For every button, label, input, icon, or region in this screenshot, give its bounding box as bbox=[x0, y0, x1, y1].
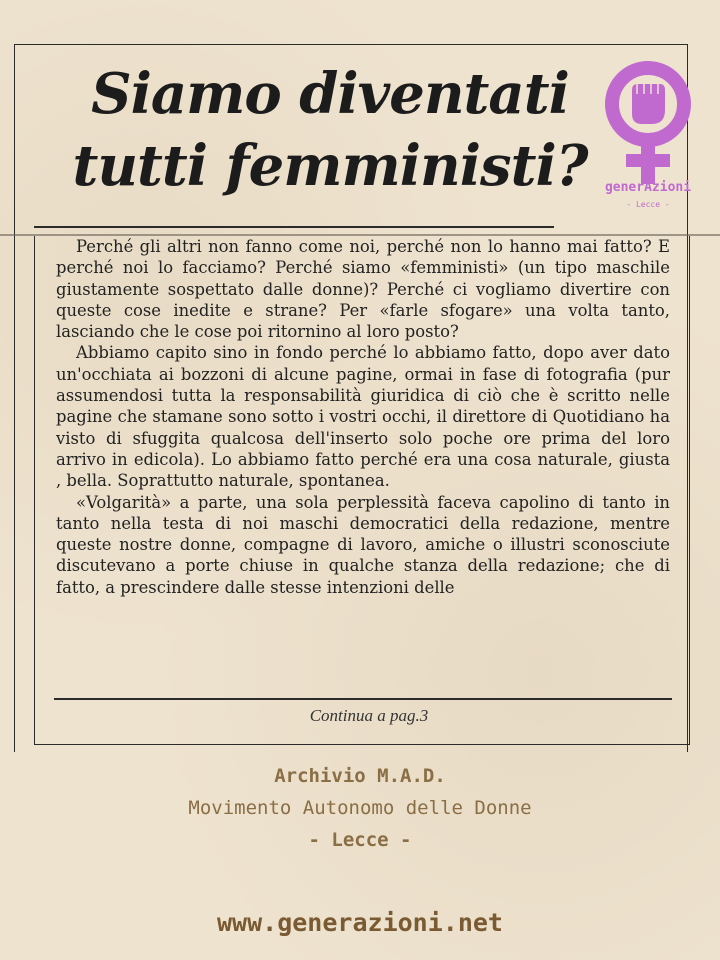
paragraph-1: Perché gli altri non fanno come noi, perché non lo hanno mai fatto? E perché noi lo facciamo? Perché siamo «femministi» (un tipo maschile giustamente sospettato dalle donne)? Perché ci vogliamo divertire con queste cose inedite e strane? Per «farle sfogare» una volta tanto, lasciando che le cose poi ritornino al loro posto? bbox=[56, 237, 670, 342]
title-line-1: Siamo diventati bbox=[91, 61, 569, 127]
continued-note: Continua a pag.3 bbox=[309, 706, 429, 725]
title-divider bbox=[34, 226, 554, 228]
archive-caption bbox=[0, 760, 720, 856]
logo-subtitle: - Lecce - bbox=[626, 200, 670, 209]
logo-name: generAzioni bbox=[604, 180, 692, 195]
article-title bbox=[60, 58, 600, 202]
archive-line-1: Archivio M.A.D. bbox=[274, 765, 446, 787]
archive-line-2: Movimento Autonomo delle Donne bbox=[188, 797, 532, 819]
paragraph-3: «Volgarità» a parte, una sola perplessità faceva capolino di tanto in tanto nella testa di noi maschi democratici della redazione, mentre queste nostre donne, compagne di lavoro, amiche o illustri sconosciute discutevano a porte chiuse in qualche stanza della redazione; che di fatto, a prescindere dalle stesse intenzioni delle bbox=[56, 492, 670, 597]
article-body bbox=[56, 236, 670, 598]
website-link[interactable]: www.generazioni.net bbox=[217, 908, 503, 937]
footer-divider bbox=[54, 698, 672, 700]
archive-line-3: - Lecce - bbox=[308, 829, 412, 851]
title-line-2: tutti femministi? bbox=[72, 133, 588, 199]
paragraph-2: Abbiamo capito sino in fondo perché lo abbiamo fatto, dopo aver dato un'occhiata ai bozzoni di alcune pagine, ormai in fase di fotografia (pur assumendosi tutta la responsabilità giuridica di ciò che è scritto nelle pagine che stamane sono sotto i vostri occhi, il direttore di Quotidiano ha visto di sfuggita qualcosa dell'inserto solo poche ore prima del loro arrivo in edicola). Lo abbiamo fatto perché era una cosa naturale, giusta , bella. Soprattutto naturale, spontanea. bbox=[56, 343, 670, 491]
